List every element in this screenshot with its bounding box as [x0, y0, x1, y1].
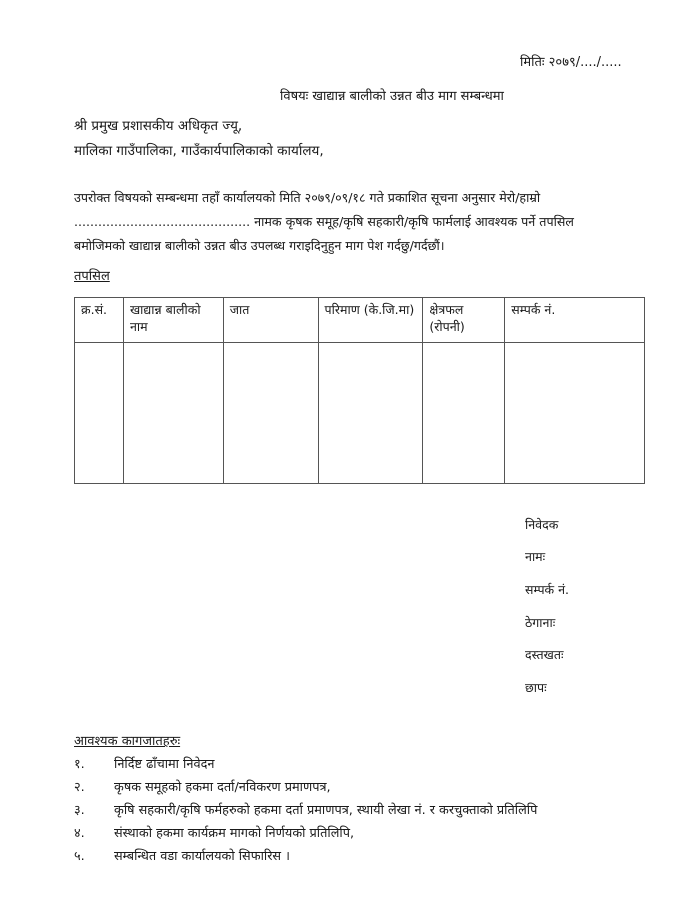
table-row	[75, 343, 645, 484]
list-item-number: ५.	[74, 849, 85, 864]
list-item-number: ३.	[74, 803, 85, 818]
col-variety: जात	[223, 298, 318, 343]
list-item	[74, 823, 354, 841]
list-item-number: १.	[74, 757, 85, 772]
col-area: क्षेत्रफल (रोपनी)	[423, 298, 505, 343]
cell-variety[interactable]	[223, 343, 318, 484]
list-item	[74, 754, 215, 772]
addressee-title: श्री प्रमुख प्रशासकीय अधिकृत ज्यू,	[74, 118, 243, 134]
applicant-stamp-label: छापः	[525, 680, 547, 695]
list-item-text: सम्बन्धित वडा कार्यालयको सिफारिस ।	[114, 849, 291, 864]
applicant-contact-label: सम्पर्क नं.	[525, 582, 570, 597]
subject-line: विषयः खाद्यान्न बालीको उन्नत बीउ माग सम्बन्धमा	[280, 89, 504, 104]
paragraph-line: उपरोक्त विषयको सम्बन्धमा तहाँ कार्यालयको मिति २०७९/०९/१८ गते प्रकाशित सूचना अनुसार मेरो/हाम्रो	[74, 190, 541, 205]
list-item	[74, 800, 537, 818]
applicant-title: निवेदक	[525, 517, 559, 532]
col-crop-name: खाद्यान्न बालीको नाम	[123, 298, 223, 343]
cell-contact[interactable]	[505, 343, 645, 484]
applicant-signature-label: दस्तखतः	[525, 647, 564, 662]
list-item-text: निर्दिष्ट ढाँचामा निवेदन	[114, 757, 215, 772]
request-paragraph	[74, 186, 646, 258]
paragraph-line: ............................................ नामक कृषक समूह/कृषि सहकारी/कृषि फार्मलाई आवश्यक पर्ने तपसिल	[74, 214, 574, 229]
list-item-text: कृषि सहकारी/कृषि फर्महरुको हकमा दर्ता प्रमाणपत्र, स्थायी लेखा नं. र करचुक्ताको प्रतिलिपि	[114, 803, 538, 818]
list-item-text: कृषक समूहको हकमा दर्ता/नविकरण प्रमाणपत्र,	[114, 780, 331, 795]
col-contact: सम्पर्क नं.	[505, 298, 645, 343]
col-serial-number: क्र.सं.	[75, 298, 124, 343]
list-item	[74, 846, 290, 864]
table-header-row	[75, 298, 645, 343]
applicant-name-label: नामः	[525, 549, 546, 564]
date-line: मितिः २०७९/..../.....	[520, 55, 622, 70]
col-quantity: परिमाण (के.जि.मा)	[318, 298, 423, 343]
addressee-office: मालिका गाउँपालिका, गाउँकार्यपालिकाको कार्यालय,	[74, 143, 324, 159]
list-item-number: २.	[74, 780, 85, 795]
cell-area[interactable]	[423, 343, 505, 484]
details-heading: तपसिल	[74, 269, 110, 284]
cell-serial-number[interactable]	[75, 343, 124, 484]
cell-crop-name[interactable]	[123, 343, 223, 484]
cell-quantity[interactable]	[318, 343, 423, 484]
required-documents-heading: आवश्यक कागजातहरुः	[74, 734, 181, 749]
list-item	[74, 777, 331, 795]
list-item-number: ४.	[74, 826, 85, 841]
paragraph-line: बमोजिमको खाद्यान्न बालीको उन्नत बीउ उपलब्ध गराइदिनुहुन माग पेश गर्दछु/गर्दछौं।	[74, 238, 445, 253]
seed-request-table	[74, 297, 645, 484]
applicant-address-label: ठेगानाः	[525, 615, 556, 630]
list-item-text: संस्थाको हकमा कार्यक्रम मागको निर्णयको प्रतिलिपि,	[114, 826, 355, 841]
